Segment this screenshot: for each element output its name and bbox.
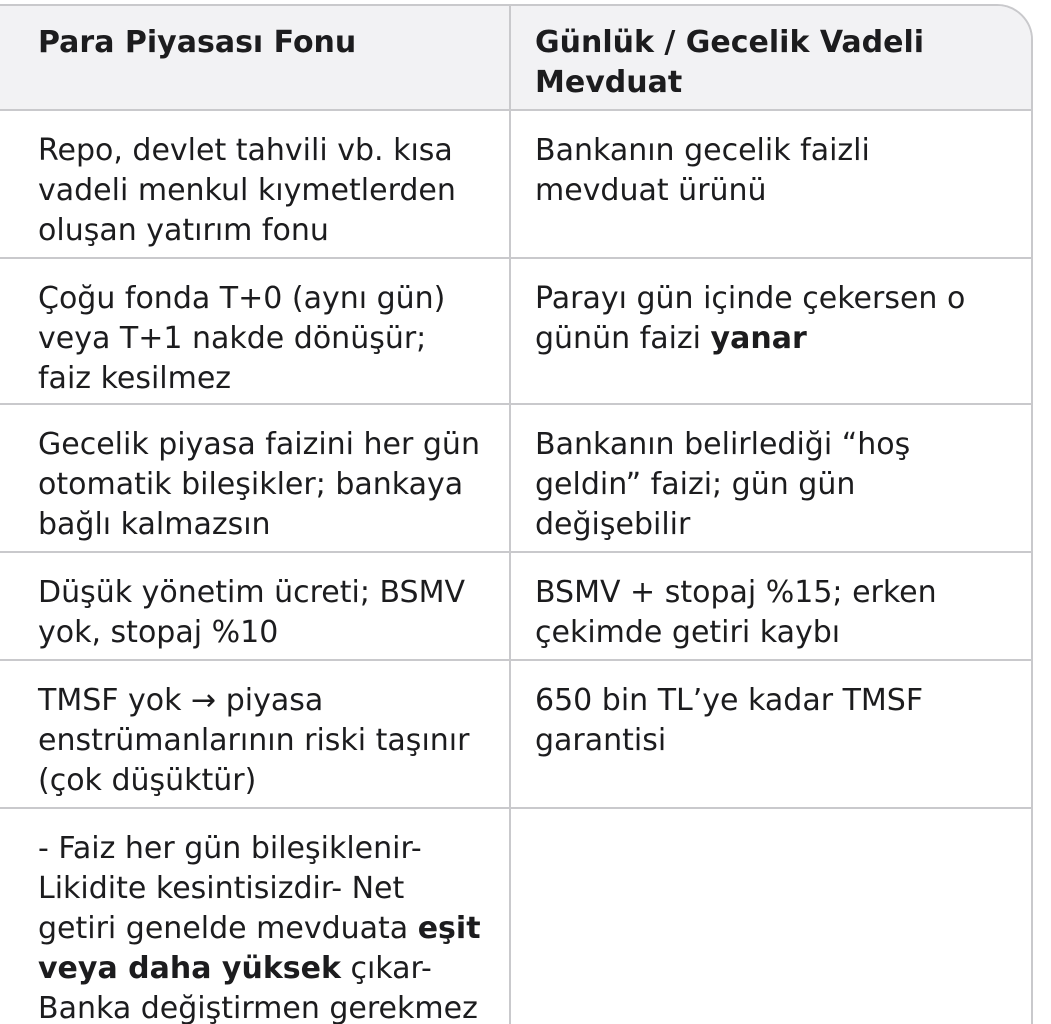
cell-fund-liquidity: Çoğu fonda T+0 (aynı gün) veya T+1 nakde dönüşür; faiz kesilmez [0,258,510,404]
cell-deposit-interest: Bankanın belirlediği “hoş geldin” faizi; gün gün değişebilir [510,404,1031,552]
cell-deposit-summary [510,808,1031,1024]
table-row [0,110,1031,258]
cell-text: - Faiz her gün bileşiklenir- Likidite kesintisizdir- Net getiri genelde mevduata [38,831,422,946]
table-row [0,552,1031,660]
table-row [0,404,1031,552]
cell-fund-summary [0,808,510,1024]
comparison-table [0,4,1033,1024]
table-row [0,808,1031,1024]
header-para-piyasasi-fonu: Para Piyasası Fonu [0,6,510,110]
table-header-row [0,6,1031,110]
cell-fund-fees: Düşük yönetim ücreti; BSMV yok, stopaj %10 [0,552,510,660]
cell-fund-interest: Gecelik piyasa faizini her gün otomatik bileşikler; bankaya bağlı kalmazsın [0,404,510,552]
cell-deposit-description: Bankanın gecelik faizli mevduat ürünü [510,110,1031,258]
table-row [0,660,1031,808]
cell-bold-text: yanar [710,321,807,356]
cell-deposit-liquidity [510,258,1031,404]
header-gunluk-gecelik-mevduat: Günlük / Gecelik Vadeli Mevduat [510,6,1031,110]
cell-bold-text: eşit veya daha yüksek [38,911,481,986]
cell-deposit-fees: BSMV + stopaj %15; erken çekimde getiri kaybı [510,552,1031,660]
comparison-table-grid [0,6,1031,1024]
cell-deposit-guarantee: 650 bin TL’ye kadar TMSF garantisi [510,660,1031,808]
cell-text-end: çıkar- Banka değiştirmen gerekmez [38,951,478,1024]
table-row [0,258,1031,404]
cell-fund-description: Repo, devlet tahvili vb. kısa vadeli menkul kıymetlerden oluşan yatırım fonu [0,110,510,258]
cell-fund-guarantee: TMSF yok → piyasa enstrümanlarının riski taşınır (çok düşüktür) [0,660,510,808]
cell-text: Parayı gün içinde çekersen o günün faizi [535,281,966,356]
